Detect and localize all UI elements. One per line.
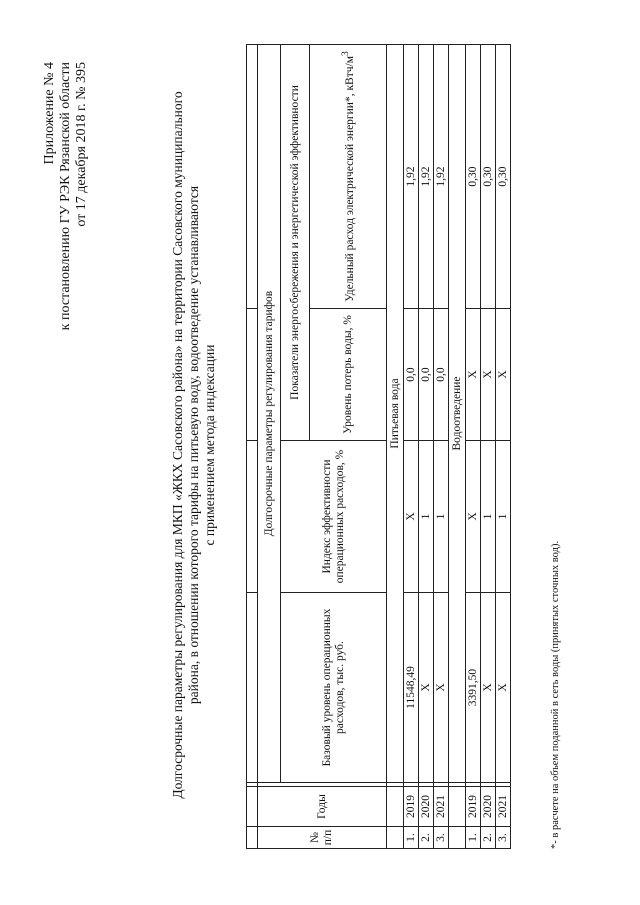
table-row: 1. 2019 3391,50 Х Х 0,30 <box>466 45 481 849</box>
document-title <box>170 45 218 845</box>
header-years: Годы <box>258 787 387 827</box>
table-top-row <box>247 45 258 849</box>
appendix-header <box>42 62 90 330</box>
header-energy-group: Показатели энергосбережения и энергетической эффективности <box>281 45 310 441</box>
title-line: с применением метода индексации <box>202 344 217 546</box>
table-row: 3. 2021 Х 1 Х 0,30 <box>496 45 511 849</box>
appendix-line: от 17 декабря 2018 г. № 395 <box>74 62 89 227</box>
header-row-1 <box>258 45 281 849</box>
footnote: *- в расчете на объем поданной в сеть воды (принятых сточных вод). <box>550 540 561 849</box>
table-row: 3. 2021 Х 1 0,0 1,92 <box>434 45 449 849</box>
header-num: № п/п <box>258 827 387 849</box>
parameters-table <box>246 44 511 849</box>
table-row: 2. 2020 Х 1 0,0 1,92 <box>419 45 434 849</box>
section-row <box>449 45 466 849</box>
header-efficiency: Индекс эффективности операционных расходов, % <box>281 441 387 593</box>
header-energy-use: Удельный расход электрической энергии*, кВтч/$м^3$ <box>310 45 387 309</box>
section-row <box>387 45 404 849</box>
header-blank <box>258 783 387 787</box>
title-line: района, в отношении которого тарифы на питьевую воду, водоотведение устанавливаются <box>186 185 201 705</box>
header-row-2 <box>281 45 310 849</box>
appendix-line: к постановлению ГУ РЭК Рязанской области <box>58 62 73 331</box>
header-water-loss: Уровень потерь воды, % <box>310 309 387 441</box>
table-row: 1. 2019 11548,49 Х 0,0 1,92 <box>404 45 419 849</box>
title-line: Долгосрочные параметры регулирования для МКП «ЖКХ Сасовского района» на территории Сасовского муниципального <box>170 91 185 799</box>
section-title: Питьевая вода <box>387 45 404 783</box>
header-base-level: Базовый уровень операционных расходов, тыс. руб. <box>281 593 387 783</box>
section-title: Водоотведение <box>449 45 466 783</box>
header-group: Долгосрочные параметры регулирования тарифов <box>258 45 281 783</box>
appendix-line: Приложение № 4 <box>42 62 57 165</box>
table-row: 2. 2020 Х 1 Х 0,30 <box>481 45 496 849</box>
